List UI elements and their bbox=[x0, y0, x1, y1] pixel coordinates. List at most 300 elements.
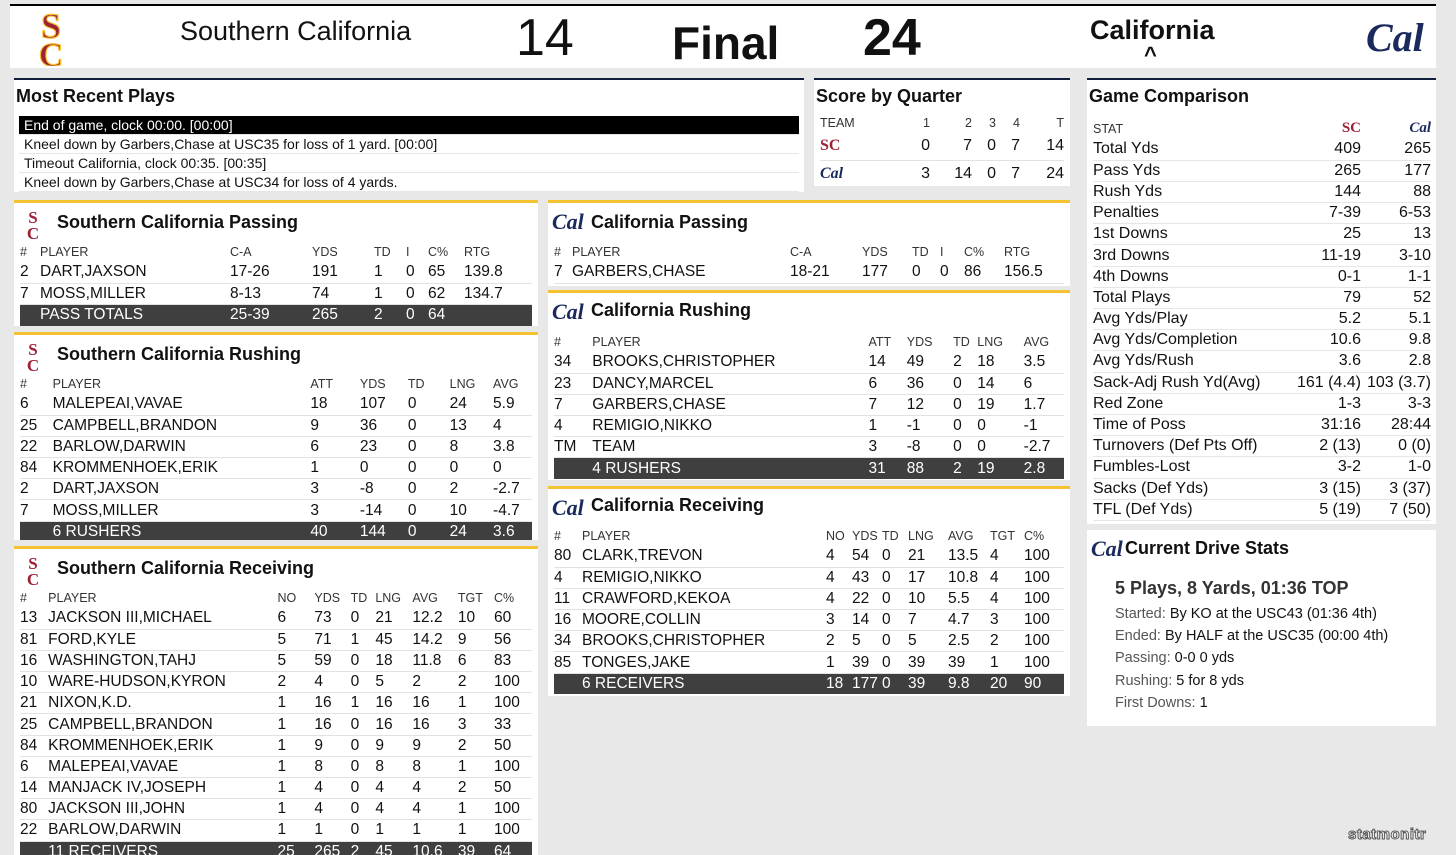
player-name: JACKSON III,JOHN bbox=[48, 799, 277, 820]
stat-cell: 12 bbox=[907, 394, 953, 415]
stat-cell: 6 bbox=[20, 756, 48, 777]
player-name: MOORE,COLLIN bbox=[582, 610, 826, 631]
total-cell: 90 bbox=[1024, 673, 1064, 694]
drive-started: Started: By KO at the USC43 (01:36 4th) bbox=[1115, 606, 1377, 622]
stat-cell: 23 bbox=[554, 373, 592, 394]
stat-cell: 0 bbox=[351, 778, 376, 799]
stat-value: 3-3 bbox=[1361, 393, 1431, 414]
svg-text:S: S bbox=[40, 8, 62, 46]
stat-value: 52 bbox=[1361, 287, 1431, 308]
cal-logo-icon: Cal bbox=[1091, 536, 1123, 561]
q-cell: 3 bbox=[890, 160, 930, 186]
stat-cell: 12.2 bbox=[412, 608, 457, 629]
table-row bbox=[20, 394, 532, 415]
stat-cell: 56 bbox=[494, 629, 532, 650]
stat-cell: 0 bbox=[408, 436, 450, 457]
stat-value: 3-2 bbox=[1293, 457, 1361, 478]
stat-cell: 1 bbox=[375, 820, 412, 841]
total-cell: 19 bbox=[977, 458, 1023, 479]
totals-label: 4 RUSHERS bbox=[592, 458, 868, 479]
usc-logo-icon bbox=[20, 208, 46, 240]
comparison-row bbox=[1093, 181, 1431, 202]
stat-cell: 80 bbox=[554, 546, 582, 567]
stat-cell: 0 bbox=[408, 394, 450, 415]
cal-logo-icon: Cal bbox=[552, 209, 584, 234]
total-cell: 0 bbox=[882, 673, 908, 694]
stat-cell: 0 bbox=[912, 262, 940, 283]
col-header: AVG bbox=[493, 376, 519, 391]
game-status: Final bbox=[672, 17, 780, 69]
statmonitr-logo: statmonitr bbox=[1348, 826, 1427, 843]
usc-receiving-table bbox=[20, 587, 532, 855]
col-header: C-A bbox=[230, 244, 252, 259]
totals-row bbox=[20, 841, 532, 855]
player-name: BARLOW,DARWIN bbox=[53, 436, 311, 457]
stat-cell: 1 bbox=[277, 714, 314, 735]
player-name: TONGES,JAKE bbox=[582, 652, 826, 673]
drive-summary: 5 Plays, 8 Yards, 01:36 TOP bbox=[1115, 578, 1349, 598]
player-name: REMIGIO,NIKKO bbox=[582, 567, 826, 588]
stat-cell: 3 bbox=[826, 610, 852, 631]
col-header: # bbox=[554, 528, 561, 543]
total-cell: 144 bbox=[360, 521, 408, 540]
col-header: I bbox=[940, 244, 944, 259]
stat-cell: 1 bbox=[351, 693, 376, 714]
col-header: LNG bbox=[375, 590, 402, 605]
stat-cell: 24 bbox=[450, 394, 493, 415]
stat-label: Turnovers (Def Pts Off) bbox=[1093, 436, 1293, 457]
stat-cell: 0 bbox=[351, 672, 376, 693]
col-header: I bbox=[406, 244, 410, 259]
total-cell: 9.8 bbox=[948, 673, 990, 694]
player-name: DANCY,MARCEL bbox=[592, 373, 868, 394]
col-team: TEAM bbox=[820, 115, 855, 130]
stat-label: Avg Yds/Play bbox=[1093, 309, 1293, 330]
stat-cell: 11.8 bbox=[412, 650, 457, 671]
stat-cell: 2.5 bbox=[948, 631, 990, 652]
col-header: TD bbox=[350, 590, 368, 605]
cal-rushing-title: California Rushing bbox=[591, 300, 752, 320]
stat-label: 1st Downs bbox=[1093, 224, 1293, 245]
stat-cell: 10 bbox=[450, 500, 493, 521]
stat-cell: 19 bbox=[977, 394, 1023, 415]
stat-cell: 1 bbox=[277, 693, 314, 714]
player-name: NIXON,K.D. bbox=[48, 693, 277, 714]
col-q3: 3 bbox=[989, 115, 996, 130]
col-header: LNG bbox=[977, 334, 1003, 349]
table-row bbox=[554, 394, 1064, 415]
stat-cell: 1 bbox=[458, 820, 494, 841]
comparison-row bbox=[1093, 266, 1431, 287]
stat-value: 13 bbox=[1361, 224, 1431, 245]
stat-cell: 0 bbox=[406, 262, 428, 283]
winner-caret-icon: ^ bbox=[1144, 42, 1157, 67]
stat-cell: 7 bbox=[554, 394, 592, 415]
col-header: # bbox=[20, 590, 27, 605]
total-cell: 265 bbox=[314, 841, 350, 855]
col-header: # bbox=[554, 244, 561, 259]
stat-value: 6-53 bbox=[1361, 203, 1431, 224]
total-cell bbox=[554, 458, 592, 479]
stat-cell: 3.5 bbox=[1024, 352, 1064, 373]
stat-value: 5 (19) bbox=[1293, 499, 1361, 520]
table-row bbox=[554, 588, 1064, 609]
away-score: 14 bbox=[516, 9, 574, 67]
stat-cell: 100 bbox=[1024, 588, 1064, 609]
play-item: Kneel down by Garbers,Chase at USC35 for loss of 1 yard. [00:00] bbox=[19, 135, 799, 154]
stat-cell: 0 bbox=[882, 546, 908, 567]
q-cell: 24 bbox=[1020, 160, 1064, 186]
stat-cell: 0 bbox=[882, 610, 908, 631]
stat-cell: 18-21 bbox=[790, 262, 862, 283]
total-cell: 88 bbox=[907, 458, 953, 479]
stat-cell: -8 bbox=[360, 479, 408, 500]
stat-cell: 80 bbox=[20, 799, 48, 820]
stat-cell: 100 bbox=[1024, 567, 1064, 588]
stat-cell: 0 bbox=[953, 394, 977, 415]
stat-cell: 49 bbox=[907, 352, 953, 373]
stat-cell: 43 bbox=[852, 567, 882, 588]
stat-cell: 1 bbox=[374, 283, 406, 304]
player-name: MANJACK IV,JOSEPH bbox=[48, 778, 277, 799]
col-header: ATT bbox=[868, 334, 892, 349]
stat-cell: 2 bbox=[20, 262, 40, 283]
col-header: PLAYER bbox=[52, 376, 102, 391]
stat-cell: 156.5 bbox=[1004, 262, 1064, 283]
stat-cell: 16 bbox=[314, 714, 350, 735]
comparison-row bbox=[1093, 414, 1431, 435]
stat-cell: 8-13 bbox=[230, 283, 312, 304]
stat-cell: 16 bbox=[20, 650, 48, 671]
stat-cell: 3 bbox=[310, 500, 360, 521]
stat-value: 31:16 bbox=[1293, 414, 1361, 435]
stat-cell: -2.7 bbox=[1024, 437, 1064, 458]
col-header: RTG bbox=[1004, 244, 1031, 259]
stat-cell: 100 bbox=[494, 820, 532, 841]
stat-cell: 0 bbox=[360, 458, 408, 479]
stat-cell: -2.7 bbox=[493, 479, 532, 500]
stat-value: 3-10 bbox=[1361, 245, 1431, 266]
table-row bbox=[20, 756, 532, 777]
stat-cell: -8 bbox=[907, 437, 953, 458]
player-name: DART,JAXSON bbox=[53, 479, 311, 500]
stat-cell: 0 bbox=[977, 416, 1023, 437]
stat-cell: 71 bbox=[314, 629, 350, 650]
stat-cell: -4.7 bbox=[493, 500, 532, 521]
col-header: PLAYER bbox=[572, 244, 621, 259]
total-cell: 2 bbox=[374, 304, 406, 325]
cal-logo-icon: Cal bbox=[552, 495, 584, 520]
player-name: KROMMENHOEK,ERIK bbox=[48, 735, 277, 756]
stat-cell: 0 bbox=[351, 608, 376, 629]
col-header: RTG bbox=[464, 244, 491, 259]
col-header: C% bbox=[428, 244, 449, 259]
stat-value: 11-19 bbox=[1293, 245, 1361, 266]
player-name: MALEPEAI,VAVAE bbox=[53, 394, 311, 415]
stat-cell: 54 bbox=[852, 546, 882, 567]
stat-cell: 45 bbox=[375, 629, 412, 650]
col-header: PLAYER bbox=[582, 528, 631, 543]
cal-rushing-panel bbox=[548, 290, 1070, 480]
stat-cell: 10 bbox=[908, 588, 948, 609]
stat-cell: 100 bbox=[494, 672, 532, 693]
col-q1: 1 bbox=[923, 115, 930, 130]
stat-label: 3rd Downs bbox=[1093, 245, 1293, 266]
stat-cell: 1 bbox=[277, 799, 314, 820]
stat-label: Red Zone bbox=[1093, 393, 1293, 414]
stat-cell: 18 bbox=[310, 394, 360, 415]
cal-rushing-table bbox=[554, 331, 1064, 479]
stat-cell: 39 bbox=[908, 652, 948, 673]
col-header: TGT bbox=[990, 528, 1015, 543]
usc-passing-table bbox=[20, 241, 532, 326]
svg-text:C: C bbox=[26, 570, 40, 586]
stat-cell: 0 bbox=[408, 479, 450, 500]
stat-label: Penalties bbox=[1093, 203, 1293, 224]
stat-cell: 39 bbox=[852, 652, 882, 673]
stat-value: 2.8 bbox=[1361, 351, 1431, 372]
stat-cell: 36 bbox=[907, 373, 953, 394]
svg-text:C: C bbox=[38, 37, 64, 66]
player-name: WASHINGTON,TAHJ bbox=[48, 650, 277, 671]
stat-cell: 25 bbox=[20, 415, 53, 436]
stat-cell: 6 bbox=[310, 436, 360, 457]
stat-cell: 18 bbox=[375, 650, 412, 671]
col-header: YDS bbox=[312, 244, 338, 259]
stat-cell: 0 bbox=[882, 652, 908, 673]
cal-logo-icon: Cal bbox=[1409, 120, 1431, 136]
stat-value: 103 (3.7) bbox=[1361, 372, 1431, 393]
stat-value: 409 bbox=[1293, 139, 1361, 160]
stat-cell: 0 bbox=[408, 500, 450, 521]
stat-value: 2 (13) bbox=[1293, 436, 1361, 457]
stat-cell: 1 bbox=[458, 799, 494, 820]
table-row bbox=[20, 820, 532, 841]
stat-value: 7-39 bbox=[1293, 203, 1361, 224]
stat-cell: 84 bbox=[20, 458, 53, 479]
stat-cell: 6 bbox=[1024, 373, 1064, 394]
current-drive-panel bbox=[1087, 530, 1436, 726]
comparison-row bbox=[1093, 224, 1431, 245]
player-name: BROOKS,CHRISTOPHER bbox=[582, 631, 826, 652]
table-row bbox=[20, 500, 532, 521]
stat-value: 265 bbox=[1361, 139, 1431, 160]
table-row bbox=[20, 415, 532, 436]
cal-logo-icon: Cal bbox=[820, 160, 890, 186]
stat-value: 3 (37) bbox=[1361, 478, 1431, 499]
stat-cell: 1 bbox=[310, 458, 360, 479]
col-header: TD bbox=[374, 244, 391, 259]
stat-value: 144 bbox=[1293, 181, 1361, 202]
stat-cell: 39 bbox=[948, 652, 990, 673]
stat-cell: 4.7 bbox=[948, 610, 990, 631]
stat-cell: 7 bbox=[908, 610, 948, 631]
col-header: LNG bbox=[908, 528, 934, 543]
stat-cell: 33 bbox=[494, 714, 532, 735]
total-cell bbox=[20, 841, 48, 855]
total-cell: 10.6 bbox=[412, 841, 457, 855]
stat-cell: 4 bbox=[375, 799, 412, 820]
col-header: C-A bbox=[790, 244, 812, 259]
stat-cell: 100 bbox=[494, 756, 532, 777]
stat-cell: 1 bbox=[277, 820, 314, 841]
stat-cell: 9 bbox=[314, 735, 350, 756]
usc-receiving-panel bbox=[14, 546, 538, 855]
col-header: # bbox=[20, 376, 27, 391]
totals-row bbox=[554, 458, 1064, 479]
cal-logo-icon: Cal bbox=[552, 299, 584, 324]
stat-cell: 21 bbox=[375, 608, 412, 629]
stat-value: 28:44 bbox=[1361, 414, 1431, 435]
table-row bbox=[554, 352, 1064, 373]
player-name: WARE-HUDSON,KYRON bbox=[48, 672, 277, 693]
stat-value: 1-3 bbox=[1293, 393, 1361, 414]
table-row bbox=[554, 416, 1064, 437]
table-row bbox=[20, 650, 532, 671]
stat-label: Fumbles-Lost bbox=[1093, 457, 1293, 478]
plays-list bbox=[19, 116, 799, 192]
table-row bbox=[20, 436, 532, 457]
player-name: MOSS,MILLER bbox=[53, 500, 311, 521]
stat-cell: 34 bbox=[554, 352, 592, 373]
away-team-name: Southern California bbox=[180, 16, 412, 46]
stat-cell: 8 bbox=[375, 756, 412, 777]
col-header: TD bbox=[882, 528, 899, 543]
stat-cell: 22 bbox=[20, 820, 48, 841]
stat-value: 88 bbox=[1361, 181, 1431, 202]
cal-receiving-table bbox=[554, 525, 1064, 694]
stat-cell: 4 bbox=[990, 567, 1024, 588]
stat-cell: 50 bbox=[494, 735, 532, 756]
col-header: C% bbox=[493, 590, 515, 605]
stat-cell: 18 bbox=[977, 352, 1023, 373]
player-name: MALEPEAI,VAVAE bbox=[48, 756, 277, 777]
stat-cell: 100 bbox=[1024, 610, 1064, 631]
usc-rushing-table bbox=[20, 373, 532, 540]
usc-logo-icon bbox=[20, 554, 46, 586]
stat-cell: 5 bbox=[277, 629, 314, 650]
stat-cell: 4 bbox=[554, 416, 592, 437]
stat-cell: 22 bbox=[20, 436, 53, 457]
stat-cell: 8 bbox=[450, 436, 493, 457]
recent-plays-title: Most Recent Plays bbox=[16, 86, 176, 106]
totals-label: 11 RECEIVERS bbox=[48, 841, 277, 855]
col-total: T bbox=[1056, 115, 1064, 130]
stat-cell: 3.8 bbox=[493, 436, 532, 457]
stat-value: 0 (0) bbox=[1361, 436, 1431, 457]
stat-cell: 1 bbox=[277, 778, 314, 799]
col-header: C% bbox=[964, 244, 985, 259]
player-name: JACKSON III,MICHAEL bbox=[48, 608, 277, 629]
cal-passing-panel bbox=[548, 200, 1070, 286]
stat-cell: 4 bbox=[493, 415, 532, 436]
player-name: FORD,KYLE bbox=[48, 629, 277, 650]
total-cell: 39 bbox=[458, 841, 494, 855]
stat-cell: 13 bbox=[450, 415, 493, 436]
table-row bbox=[20, 693, 532, 714]
total-cell: 2 bbox=[351, 841, 376, 855]
stat-cell: 0 bbox=[953, 437, 977, 458]
stat-cell: 6 bbox=[868, 373, 906, 394]
stat-value: 3 (15) bbox=[1293, 478, 1361, 499]
stat-cell: 14 bbox=[20, 778, 48, 799]
stat-label: TFL (Def Yds) bbox=[1093, 499, 1293, 520]
comparison-row bbox=[1093, 139, 1431, 160]
q-cell: 0 bbox=[972, 160, 996, 186]
stat-cell: 1 bbox=[826, 652, 852, 673]
usc-receiving-title: Southern California Receiving bbox=[57, 558, 315, 578]
stat-label: Sacks (Def Yds) bbox=[1093, 478, 1293, 499]
table-row bbox=[20, 735, 532, 756]
stat-cell: 4 bbox=[826, 546, 852, 567]
stat-label: Total Yds bbox=[1093, 139, 1293, 160]
stat-cell: 0 bbox=[351, 756, 376, 777]
total-cell: 177 bbox=[852, 673, 882, 694]
usc-logo-icon: SC bbox=[820, 133, 890, 160]
stat-cell: 0 bbox=[940, 262, 964, 283]
totals-label: 6 RUSHERS bbox=[53, 521, 311, 540]
stat-cell: 9 bbox=[412, 735, 457, 756]
total-cell: 0 bbox=[408, 521, 450, 540]
stat-value: 1-1 bbox=[1361, 266, 1431, 287]
comparison-title: Game Comparison bbox=[1089, 86, 1250, 106]
stat-cell: 50 bbox=[494, 778, 532, 799]
total-cell: 39 bbox=[908, 673, 948, 694]
stat-cell: 0 bbox=[882, 567, 908, 588]
table-row bbox=[554, 262, 1064, 283]
stat-value: 9.8 bbox=[1361, 330, 1431, 351]
stat-cell: 2 bbox=[826, 631, 852, 652]
stat-value: 161 (4.4) bbox=[1293, 372, 1361, 393]
stat-cell: 2 bbox=[990, 631, 1024, 652]
totals-label: 6 RECEIVERS bbox=[582, 673, 826, 694]
stat-cell: 21 bbox=[908, 546, 948, 567]
stat-cell: 9 bbox=[458, 629, 494, 650]
col-header: LNG bbox=[449, 376, 476, 391]
play-item: Timeout California, clock 00:35. [00:35] bbox=[19, 154, 799, 173]
q-cell: 7 bbox=[930, 133, 972, 160]
comparison-row bbox=[1093, 330, 1431, 351]
stat-cell: 6 bbox=[458, 650, 494, 671]
table-row bbox=[554, 567, 1064, 588]
stat-cell: -1 bbox=[1024, 416, 1064, 437]
home-team-name: California bbox=[1090, 15, 1215, 45]
stat-cell: 139.8 bbox=[464, 262, 532, 283]
stat-cell: 14 bbox=[868, 352, 906, 373]
usc-rushing-panel bbox=[14, 332, 538, 540]
stat-cell: 4 bbox=[375, 778, 412, 799]
stat-cell: 5 bbox=[908, 631, 948, 652]
total-cell: 18 bbox=[826, 673, 852, 694]
stat-cell: 60 bbox=[494, 608, 532, 629]
stat-cell: 0 bbox=[493, 458, 532, 479]
player-name: CRAWFORD,KEKOA bbox=[582, 588, 826, 609]
svg-text:C: C bbox=[26, 356, 40, 372]
stat-value: 5.1 bbox=[1361, 309, 1431, 330]
stat-cell: 3 bbox=[458, 714, 494, 735]
stat-cell: 100 bbox=[1024, 546, 1064, 567]
stat-cell: 9 bbox=[310, 415, 360, 436]
col-stat: STAT bbox=[1093, 121, 1124, 136]
stat-cell: 2 bbox=[458, 778, 494, 799]
stat-cell: -1 bbox=[907, 416, 953, 437]
stat-cell: TM bbox=[554, 437, 592, 458]
totals-row bbox=[20, 521, 532, 540]
col-header: PLAYER bbox=[40, 244, 89, 259]
table-row bbox=[554, 631, 1064, 652]
stat-cell: 10 bbox=[458, 608, 494, 629]
table-row bbox=[20, 672, 532, 693]
